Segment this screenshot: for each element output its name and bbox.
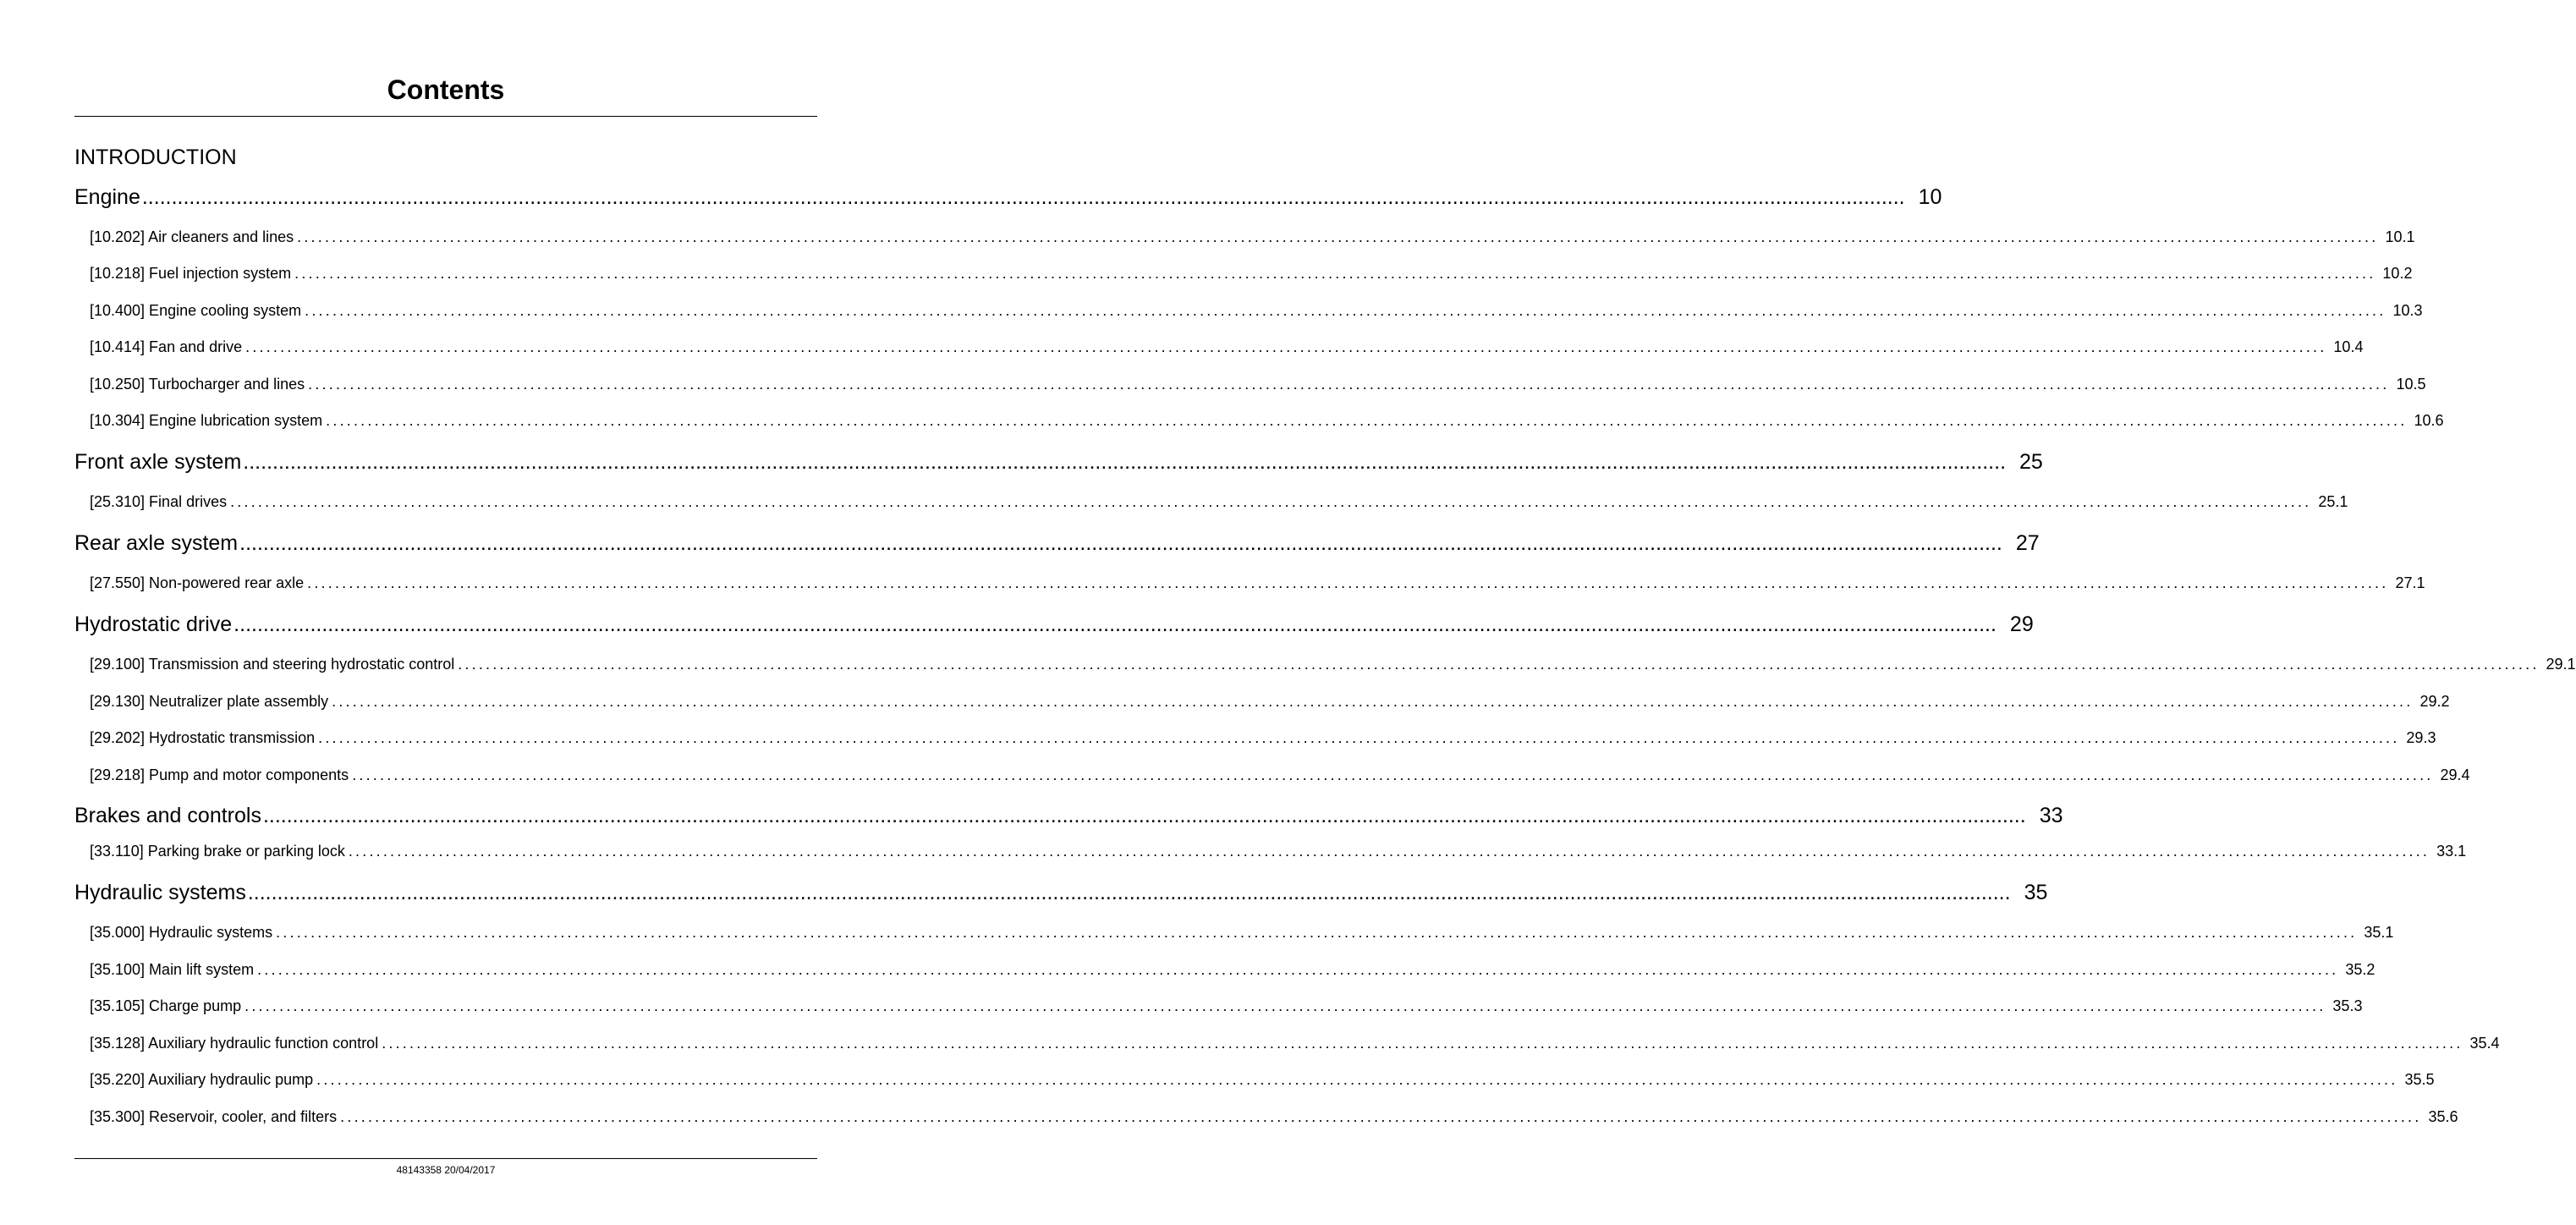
toc-section-engine[interactable] bbox=[74, 184, 1942, 211]
toc-item-label: [27.550] Non-powered rear axle bbox=[90, 574, 305, 591]
dot-leader: ............................................................................................................................................................................................................................................................................................................ bbox=[141, 185, 1905, 209]
dot-leader: ............................................................................................................................................................................................................................................................................................................ bbox=[294, 265, 2376, 282]
toc-introduction[interactable]: INTRODUCTION bbox=[74, 146, 237, 169]
footer-divider bbox=[74, 1158, 817, 1159]
dot-leader: ............................................................................................................................................................................................................................................................................................................ bbox=[262, 804, 2026, 827]
toc-section-page: 27 bbox=[2015, 531, 2040, 555]
toc-section-page: 10 bbox=[1918, 185, 1942, 209]
toc-item[interactable] bbox=[90, 728, 2436, 748]
toc-item[interactable] bbox=[90, 959, 2376, 980]
toc-item[interactable] bbox=[90, 263, 2413, 283]
toc-item[interactable] bbox=[90, 337, 2364, 357]
toc-item-page: 33.1 bbox=[2436, 843, 2467, 860]
toc-item-label: [35.220] Auxiliary hydraulic pump bbox=[90, 1071, 314, 1088]
toc-section-label: Rear axle system bbox=[74, 531, 239, 555]
toc-item-label: [10.304] Engine lubrication system bbox=[90, 412, 323, 429]
toc-item[interactable] bbox=[90, 300, 2423, 321]
toc-item-label: [29.218] Pump and motor components bbox=[90, 766, 349, 783]
toc-item[interactable] bbox=[90, 227, 2415, 247]
toc-item-page: 35.6 bbox=[2428, 1108, 2458, 1125]
toc-section-page: 29 bbox=[2009, 612, 2034, 636]
toc-item[interactable] bbox=[90, 654, 2576, 674]
toc-item[interactable] bbox=[90, 1069, 2435, 1090]
toc-item[interactable] bbox=[90, 410, 2444, 431]
toc-item-label: [33.110] Parking brake or parking lock bbox=[90, 843, 345, 860]
toc-item-page: 29.4 bbox=[2440, 766, 2470, 783]
dot-leader: ............................................................................................................................................................................................................................................................................................................ bbox=[305, 302, 2387, 319]
dot-leader: ............................................................................................................................................................................................................................................................................................................ bbox=[244, 997, 2326, 1014]
dot-leader: ............................................................................................................................................................................................................................................................................................................ bbox=[257, 961, 2339, 978]
title-divider bbox=[74, 116, 817, 117]
page-title: Contents bbox=[387, 74, 505, 105]
dot-leader: ............................................................................................................................................................................................................................................................................................................ bbox=[276, 924, 2358, 941]
dot-leader: ............................................................................................................................................................................................................................................................................................................ bbox=[247, 881, 2011, 904]
toc-item[interactable] bbox=[90, 765, 2470, 785]
dot-leader: ............................................................................................................................................................................................................................................................................................................ bbox=[382, 1035, 2463, 1052]
toc-item-page: 10.6 bbox=[2414, 412, 2444, 429]
toc-item[interactable] bbox=[90, 922, 2394, 942]
toc-item-page: 35.1 bbox=[2364, 924, 2394, 941]
toc-section-page: 35 bbox=[2024, 881, 2048, 904]
toc-item-label: [35.105] Charge pump bbox=[90, 997, 242, 1014]
toc-item-label: [35.100] Main lift system bbox=[90, 961, 255, 978]
toc-item-page: 35.3 bbox=[2332, 997, 2363, 1014]
toc-item[interactable] bbox=[90, 374, 2426, 394]
toc-item-page: 10.3 bbox=[2392, 302, 2423, 319]
toc-item[interactable] bbox=[90, 691, 2450, 711]
toc-item[interactable] bbox=[90, 573, 2425, 593]
toc-section-hydraulic-systems[interactable] bbox=[74, 879, 2048, 906]
toc-item-page: 10.4 bbox=[2333, 338, 2364, 355]
toc-section-label: Front axle system bbox=[74, 450, 242, 474]
toc-item-page: 29.2 bbox=[2419, 693, 2450, 710]
toc-item-page: 25.1 bbox=[2318, 493, 2348, 510]
dot-leader: ............................................................................................................................................................................................................................................................................................................ bbox=[230, 493, 2312, 510]
dot-leader: ............................................................................................................................................................................................................................................................................................................ bbox=[340, 1108, 2422, 1125]
toc-section-label: Hydraulic systems bbox=[74, 881, 246, 904]
toc-item-label: [29.130] Neutralizer plate assembly bbox=[90, 693, 329, 710]
toc-item-label: [35.000] Hydraulic systems bbox=[90, 924, 273, 941]
dot-leader: ............................................................................................................................................................................................................................................................................................................ bbox=[239, 531, 2002, 555]
dot-leader: ............................................................................................................................................................................................................................................................................................................ bbox=[348, 843, 2430, 860]
dot-leader: ............................................................................................................................................................................................................................................................................................................ bbox=[316, 1071, 2398, 1088]
dot-leader: ............................................................................................................................................................................................................................................................................................................ bbox=[245, 338, 2327, 355]
toc-item-label: [10.218] Fuel injection system bbox=[90, 265, 292, 282]
toc-item[interactable] bbox=[90, 492, 2348, 512]
toc-item-page: 10.1 bbox=[2385, 228, 2415, 245]
toc-item-page: 10.2 bbox=[2382, 265, 2413, 282]
dot-leader: ............................................................................................................................................................................................................................................................................................................ bbox=[458, 656, 2540, 673]
toc-item[interactable] bbox=[90, 1107, 2458, 1127]
toc-section-hydrostatic-drive[interactable] bbox=[74, 611, 2034, 638]
toc-item[interactable] bbox=[90, 996, 2363, 1016]
dot-leader: ............................................................................................................................................................................................................................................................................................................ bbox=[308, 376, 2390, 393]
toc-section-rear-axle[interactable] bbox=[74, 530, 2040, 557]
toc-section-label: Brakes and controls bbox=[74, 804, 261, 827]
toc-item-label: [10.202] Air cleaners and lines bbox=[90, 228, 294, 245]
toc-item-page: 35.2 bbox=[2345, 961, 2376, 978]
dot-leader: ............................................................................................................................................................................................................................................................................................................ bbox=[307, 574, 2389, 591]
toc-section-label: Hydrostatic drive bbox=[74, 612, 233, 636]
dot-leader: ............................................................................................................................................................................................................................................................................................................ bbox=[243, 450, 2007, 474]
toc-section-page: 33 bbox=[2039, 804, 2063, 827]
toc-item-page: 29.3 bbox=[2406, 729, 2436, 746]
dot-leader: ............................................................................................................................................................................................................................................................................................................ bbox=[326, 412, 2408, 429]
toc-item-label: [35.128] Auxiliary hydraulic function control bbox=[90, 1035, 379, 1052]
toc-item-label: [29.100] Transmission and steering hydrostatic control bbox=[90, 656, 455, 673]
toc-item-page: 35.4 bbox=[2469, 1035, 2500, 1052]
toc-item-label: [10.414] Fan and drive bbox=[90, 338, 243, 355]
toc-item-page: 35.5 bbox=[2404, 1071, 2435, 1088]
dot-leader: ............................................................................................................................................................................................................................................................................................................ bbox=[318, 729, 2400, 746]
toc-item-label: [25.310] Final drives bbox=[90, 493, 228, 510]
toc-item[interactable] bbox=[90, 1033, 2500, 1053]
toc-item[interactable] bbox=[90, 841, 2467, 861]
page-footer: 48143358 20/04/2017 bbox=[396, 1164, 496, 1176]
toc-item-label: [10.250] Turbocharger and lines bbox=[90, 376, 305, 393]
toc-item-page: 27.1 bbox=[2395, 574, 2425, 591]
toc-item-page: 10.5 bbox=[2396, 376, 2426, 393]
toc-item-page: 29.1 bbox=[2546, 656, 2576, 673]
toc-item-label: [10.400] Engine cooling system bbox=[90, 302, 302, 319]
toc-item-label: [29.202] Hydrostatic transmission bbox=[90, 729, 316, 746]
toc-item-label: [35.300] Reservoir, cooler, and filters bbox=[90, 1108, 338, 1125]
dot-leader: ............................................................................................................................................................................................................................................................................................................ bbox=[352, 766, 2434, 783]
toc-section-brakes[interactable] bbox=[74, 802, 2063, 829]
toc-section-page: 25 bbox=[2019, 450, 2043, 474]
dot-leader: ............................................................................................................................................................................................................................................................................................................ bbox=[233, 612, 1997, 636]
dot-leader: ............................................................................................................................................................................................................................................................................................................ bbox=[332, 693, 2414, 710]
dot-leader: ............................................................................................................................................................................................................................................................................................................ bbox=[297, 228, 2379, 245]
toc-section-label: Engine bbox=[74, 185, 140, 209]
toc-section-front-axle[interactable] bbox=[74, 448, 2043, 475]
